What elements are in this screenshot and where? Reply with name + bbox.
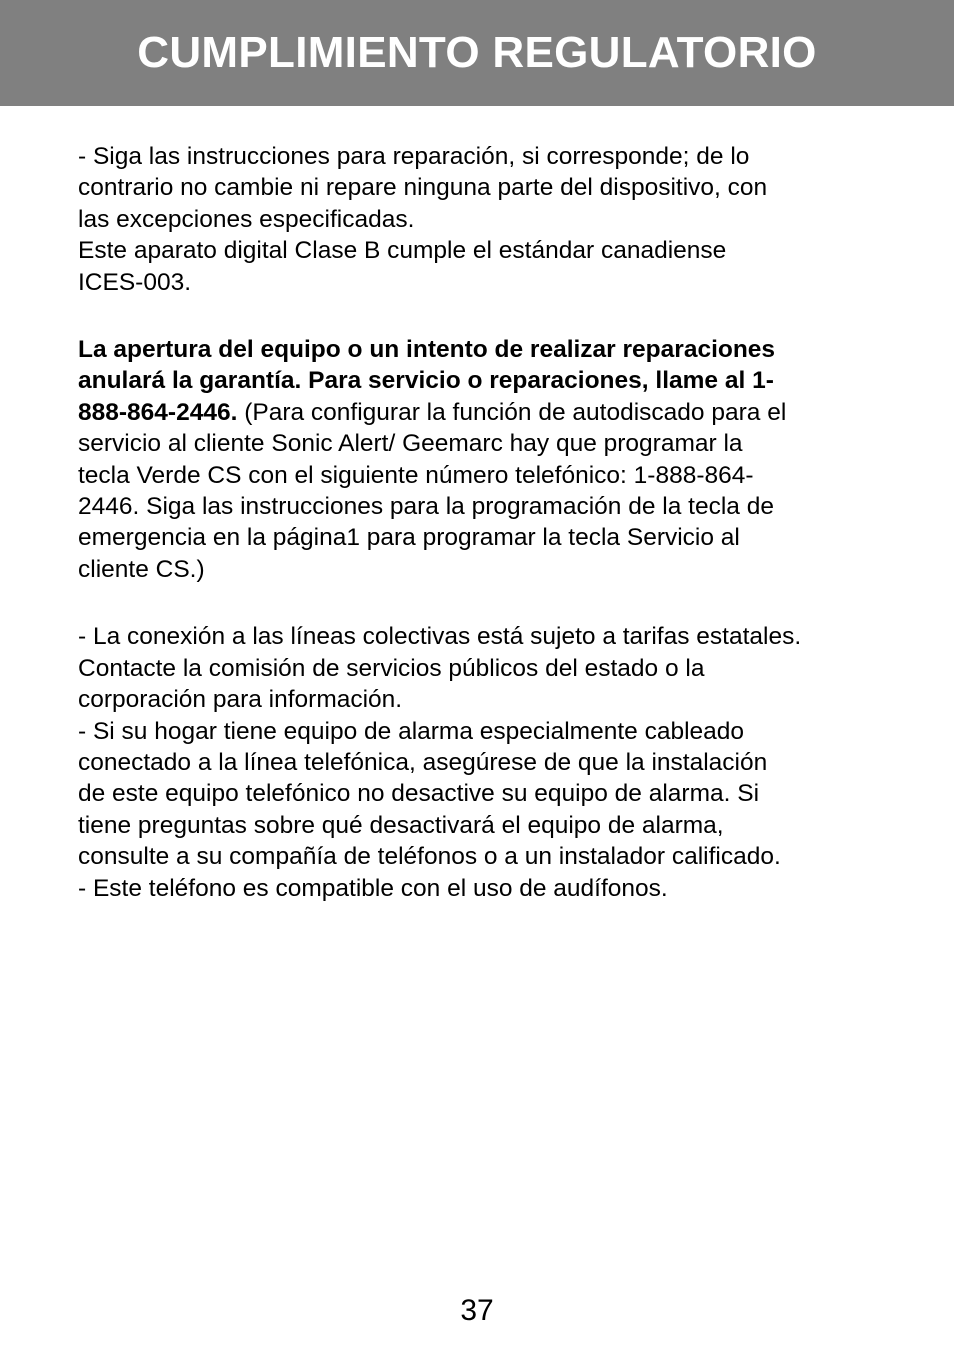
paragraph-line-connection xyxy=(78,621,908,904)
mixed-text-line xyxy=(78,397,908,428)
text-line: - Este teléfono es compatible con el uso de audífonos. xyxy=(78,874,668,902)
text-line: servicio al cliente Sonic Alert/ Geemarc hay que programar la xyxy=(78,430,743,458)
text-span: (Para configurar la función de autodiscado para el xyxy=(237,398,787,426)
page-title: CUMPLIMIENTO REGULATORIO xyxy=(137,28,817,77)
text-line: tiene preguntas sobre qué desactivará el equipo de alarma, xyxy=(78,811,724,839)
text-line: cliente CS.) xyxy=(78,555,205,583)
text-line: conectado a la línea telefónica, asegúrese de que la instalación xyxy=(78,748,768,776)
text-line: Contacte la comisión de servicios públicos del estado o la xyxy=(78,654,705,682)
paragraph-spacer xyxy=(78,298,908,334)
page-number: 37 xyxy=(460,1294,494,1327)
paragraph-repair-instructions xyxy=(78,141,908,298)
service-phone-number: 888-864-2446. xyxy=(78,398,238,426)
text-line: ICES-003. xyxy=(78,268,192,296)
header-band xyxy=(0,0,954,106)
text-line: - Siga las instrucciones para reparación, si corresponde; de lo xyxy=(78,143,750,170)
text-line: 2446. Siga las instrucciones para la programación de la tecla de xyxy=(78,493,774,521)
text-line: Este aparato digital Clase B cumple el estándar canadiense xyxy=(78,237,727,265)
text-line: de este equipo telefónico no desactive su equipo de alarma. Si xyxy=(78,780,760,808)
paragraph-warranty-warning xyxy=(78,334,908,585)
text-line: consulte a su compañía de teléfonos o a un instalador calificado. xyxy=(78,843,781,871)
text-line: - La conexión a las líneas colectivas está sujeto a tarifas estatales. xyxy=(78,623,802,651)
warning-text-line: anulará la garantía. Para servicio o reparaciones, llame al 1- xyxy=(78,367,774,395)
text-line: tecla Verde CS con el siguiente número telefónico: 1-888-864- xyxy=(78,461,754,489)
document-body xyxy=(78,141,908,904)
text-line: - Si su hogar tiene equipo de alarma especialmente cableado xyxy=(78,717,745,745)
text-line: contrario no cambie ni repare ninguna parte del dispositivo, con xyxy=(78,174,768,202)
paragraph-spacer xyxy=(78,585,908,621)
text-line: las excepciones especificadas. xyxy=(78,205,415,233)
text-line: emergencia en la página1 para programar la tecla Servicio al xyxy=(78,524,740,552)
text-line: corporación para información. xyxy=(78,686,403,714)
warning-text-line: La apertura del equipo o un intento de realizar reparaciones xyxy=(78,336,776,364)
